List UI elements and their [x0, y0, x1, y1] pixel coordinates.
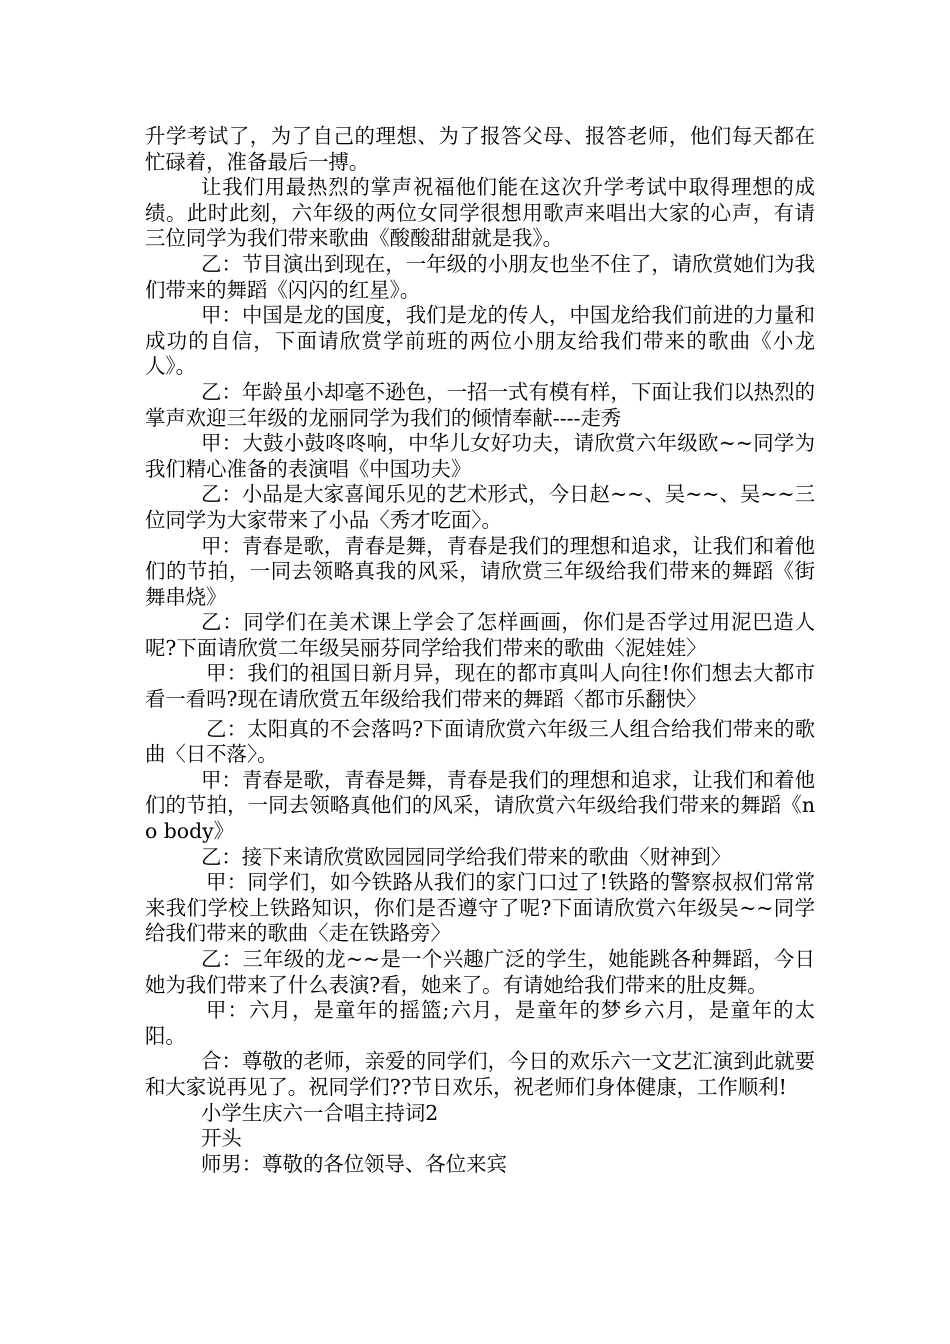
paragraph-6: 甲：大鼓小鼓咚咚响，中华儿女好功夫，请欣赏六年级欧~~同学为我们精心准备的表演唱《中国功夫》: [145, 431, 815, 481]
paragraph-14: 甲：同学们，如今铁路从我们的家门口过了!铁路的警察叔叔们常常来我们学校上铁路知识，你们是否遵守了呢?下面请欣赏六年级吴~~同学给我们带来的歌曲〈走在铁路旁〉: [145, 870, 815, 946]
paragraph-9: 乙：同学们在美术课上学会了怎样画画，你们是否学过用泥巴造人呢?下面请欣赏二年级吴丽芬同学给我们带来的歌曲〈泥娃娃〉: [145, 610, 815, 660]
paragraph-8: 甲：青春是歌，青春是舞，青春是我们的理想和追求，让我们和着他们的节拍，一同去领略真我的风采，请欣赏三年级给我们带来的舞蹈《街舞串烧》: [145, 533, 815, 609]
paragraph-16: 甲：六月，是童年的摇篮;六月，是童年的梦乡六月，是童年的太阳。: [145, 998, 815, 1048]
paragraph-4: 甲：中国是龙的国度，我们是龙的传人，中国龙给我们前进的力量和成功的自信，下面请欣赏学前班的两位小朋友给我们带来的歌曲《小龙人》。: [145, 303, 815, 379]
section-title: 小学生庆六一合唱主持词2: [201, 1100, 439, 1125]
paragraph-13: 乙：接下来请欣赏欧园园同学给我们带来的歌曲〈财神到〉: [201, 844, 732, 869]
paragraph-11: 乙：太阳真的不会落吗?下面请欣赏六年级三人组合给我们带来的歌曲〈日不落〉。: [145, 716, 815, 767]
paragraph-1: 升学考试了，为了自己的理想、为了报答父母、报答老师，他们每天都在忙碌着，准备最后一搏。: [145, 124, 815, 174]
paragraph-20: 师男：尊敬的各位领导、各位来宾: [201, 1151, 507, 1176]
paragraph-10: 甲：我们的祖国日新月异，现在的都市真叫人向往!你们想去大都市看一看吗?现在请欣赏五年级给我们带来的舞蹈〈都市乐翻快〉: [145, 661, 815, 712]
document-page: [145, 124, 815, 1177]
paragraph-7: 乙：小品是大家喜闻乐见的艺术形式，今日赵~~、吴~~、吴~~三位同学为大家带来了小品〈秀才吃面〉。: [145, 482, 815, 532]
paragraph-3: 乙：节目演出到现在，一年级的小朋友也坐不住了，请欣赏她们为我们带来的舞蹈《闪闪的红星》。: [145, 251, 815, 302]
paragraph-17: 合：尊敬的老师，亲爱的同学们，今日的欢乐六一文艺汇演到此就要和大家说再见了。祝同学们??节日欢乐，祝老师们身体健康，工作顺利!: [145, 1049, 815, 1099]
paragraph-5: 乙：年龄虽小却毫不逊色，一招一式有模有样，下面让我们以热烈的掌声欢迎三年级的龙丽同学为我们的倾情奉献----走秀: [145, 379, 815, 430]
paragraph-15: 乙：三年级的龙~~是一个兴趣广泛的学生，她能跳各种舞蹈，今日她为我们带来了什么表演?看，她来了。有请她给我们带来的肚皮舞。: [145, 947, 815, 997]
paragraph-2: 让我们用最热烈的掌声祝福他们能在这次升学考试中取得理想的成绩。此时此刻，六年级的两位女同学很想用歌声来唱出大家的心声，有请三位同学为我们带来歌曲《酸酸甜甜就是我》。: [145, 175, 815, 251]
section-subtitle: 开头: [201, 1126, 242, 1151]
paragraph-12: 甲：青春是歌，青春是舞，青春是我们的理想和追求，让我们和着他们的节拍，一同去领略真他们的风采，请欣赏六年级给我们带来的舞蹈《no body》: [145, 767, 815, 844]
